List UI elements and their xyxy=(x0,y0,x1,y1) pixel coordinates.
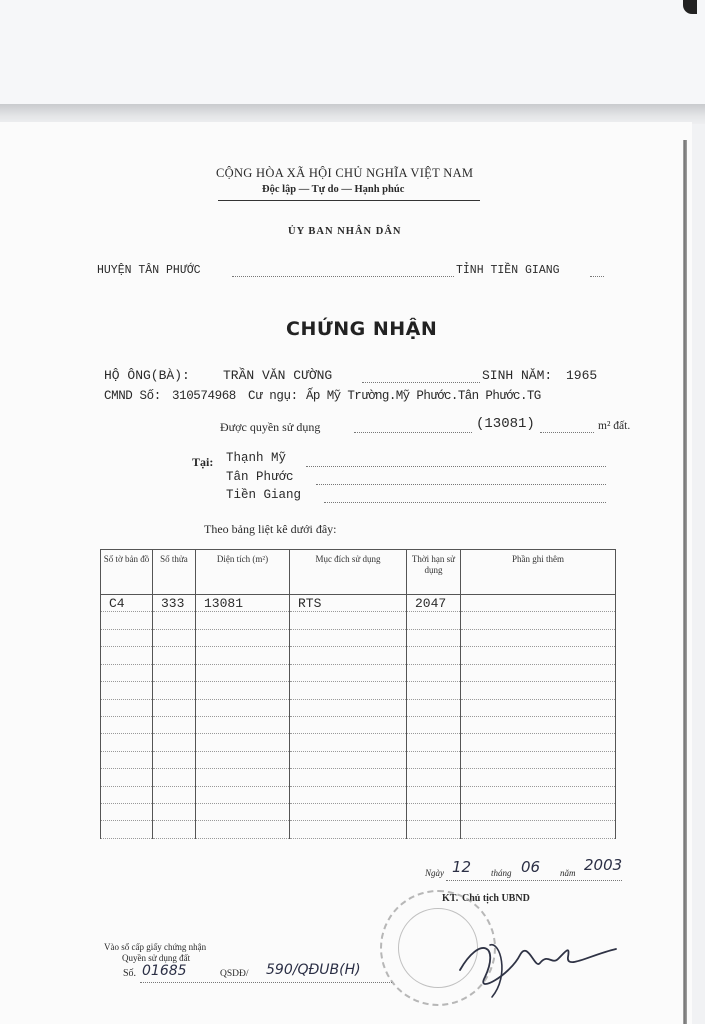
holder-address: Ấp Mỹ Trường.Mỹ Phước.Tân Phước.TG xyxy=(306,389,541,403)
district-name: HUYỆN TÂN PHƯỚC xyxy=(97,264,201,277)
table-row-empty xyxy=(101,751,616,768)
area-dotline-right xyxy=(540,432,594,433)
photo-background-top xyxy=(0,0,705,105)
photo-edge-shadow xyxy=(0,104,705,124)
land-table xyxy=(100,549,616,839)
header-parcel: Số thửa xyxy=(153,550,196,595)
province-name: TỈNH TIỀN GIANG xyxy=(456,264,560,277)
date-year-label: năm xyxy=(560,868,576,878)
registry-number-label: Số. xyxy=(123,968,137,979)
area-unit: m² đất. xyxy=(598,420,631,432)
location-dotline-2 xyxy=(316,484,606,485)
table-row-empty xyxy=(101,682,616,699)
signer-title: Chủ tịch UBND xyxy=(462,893,530,904)
header-notes: Phần ghi thêm xyxy=(461,550,616,595)
table-row xyxy=(101,595,616,612)
table-row-empty xyxy=(101,699,616,716)
area-dotline-left xyxy=(354,432,472,433)
address-label: Cư ngụ: xyxy=(248,389,298,403)
table-row-empty xyxy=(101,769,616,786)
motto-underline xyxy=(218,200,480,201)
registry-book-code: 590/QĐUB(H) xyxy=(266,962,361,978)
id-number: 310574968 xyxy=(172,389,236,403)
location-province: Tiền Giang xyxy=(226,488,302,502)
date-dotline xyxy=(446,880,622,881)
date-month: 06 xyxy=(521,858,541,876)
table-row-empty xyxy=(101,734,616,751)
table-row-empty xyxy=(101,821,616,839)
location-label: Tại: xyxy=(192,455,214,469)
header-term: Thời hạn sử dụng xyxy=(407,550,461,595)
registry-line-1: Vào sổ cấp giấy chứng nhận xyxy=(104,942,207,952)
rights-label: Được quyền sử dụng xyxy=(220,420,321,434)
date-day-label: Ngày xyxy=(425,868,444,878)
registry-book-label: QSDĐ/ xyxy=(220,969,249,979)
id-number-label: CMND Số: xyxy=(104,389,161,403)
registry-number: 01685 xyxy=(142,963,187,979)
registry-dotline xyxy=(140,982,392,983)
header-purpose: Mục đích sử dụng xyxy=(290,550,407,595)
cell-area: 13081 xyxy=(196,595,290,612)
location-dotline-3 xyxy=(324,502,606,503)
holder-name: TRẦN VĂN CƯỜNG xyxy=(223,368,333,383)
cell-map-sheet: C4 xyxy=(101,595,153,612)
date-month-label: tháng xyxy=(491,868,512,878)
cell-parcel: 333 xyxy=(153,595,196,612)
committee-title: ỦY BAN NHÂN DÂN xyxy=(288,226,402,237)
table-row-empty xyxy=(101,647,616,664)
table-row-empty xyxy=(101,612,616,629)
signer-prefix: KT. xyxy=(442,893,459,904)
total-area: (13081) xyxy=(476,416,535,432)
birth-year: 1965 xyxy=(566,368,598,383)
location-commune: Thạnh Mỹ xyxy=(226,451,287,465)
birth-year-label: SINH NĂM: xyxy=(482,368,553,383)
table-row-empty xyxy=(101,786,616,803)
signature-scribble xyxy=(440,915,620,1005)
province-dotline xyxy=(590,276,604,277)
registry-line-2: Quyền sử dụng đất xyxy=(122,953,191,963)
national-motto: Độc lập — Tự do — Hạnh phúc xyxy=(262,184,405,195)
date-year: 2003 xyxy=(584,856,623,874)
holder-name-label: HỘ ÔNG(BÀ): xyxy=(104,368,190,383)
district-dotline xyxy=(232,276,454,277)
table-row-empty xyxy=(101,804,616,821)
page-right-edge xyxy=(683,140,687,1024)
table-row-empty xyxy=(101,664,616,681)
certificate-title: CHỨNG NHẬN xyxy=(286,318,438,340)
location-dotline-1 xyxy=(306,466,606,467)
date-day: 12 xyxy=(452,858,472,876)
table-row-empty xyxy=(101,629,616,646)
table-intro: Theo bảng liệt kê dưới đây: xyxy=(204,522,337,536)
header-map-sheet: Số tờ bản đồ xyxy=(101,550,153,595)
table-row-empty xyxy=(101,716,616,733)
holder-dotline xyxy=(362,382,480,383)
cell-purpose: RTS xyxy=(290,595,407,612)
cell-term: 2047 xyxy=(407,595,461,612)
national-title: CỘNG HÒA XÃ HỘI CHỦ NGHĨA VIỆT NAM xyxy=(216,166,474,180)
location-district: Tân Phước xyxy=(226,470,294,484)
table-header-row xyxy=(101,550,616,595)
cell-notes xyxy=(461,595,616,612)
header-area: Diện tích (m²) xyxy=(196,550,290,595)
